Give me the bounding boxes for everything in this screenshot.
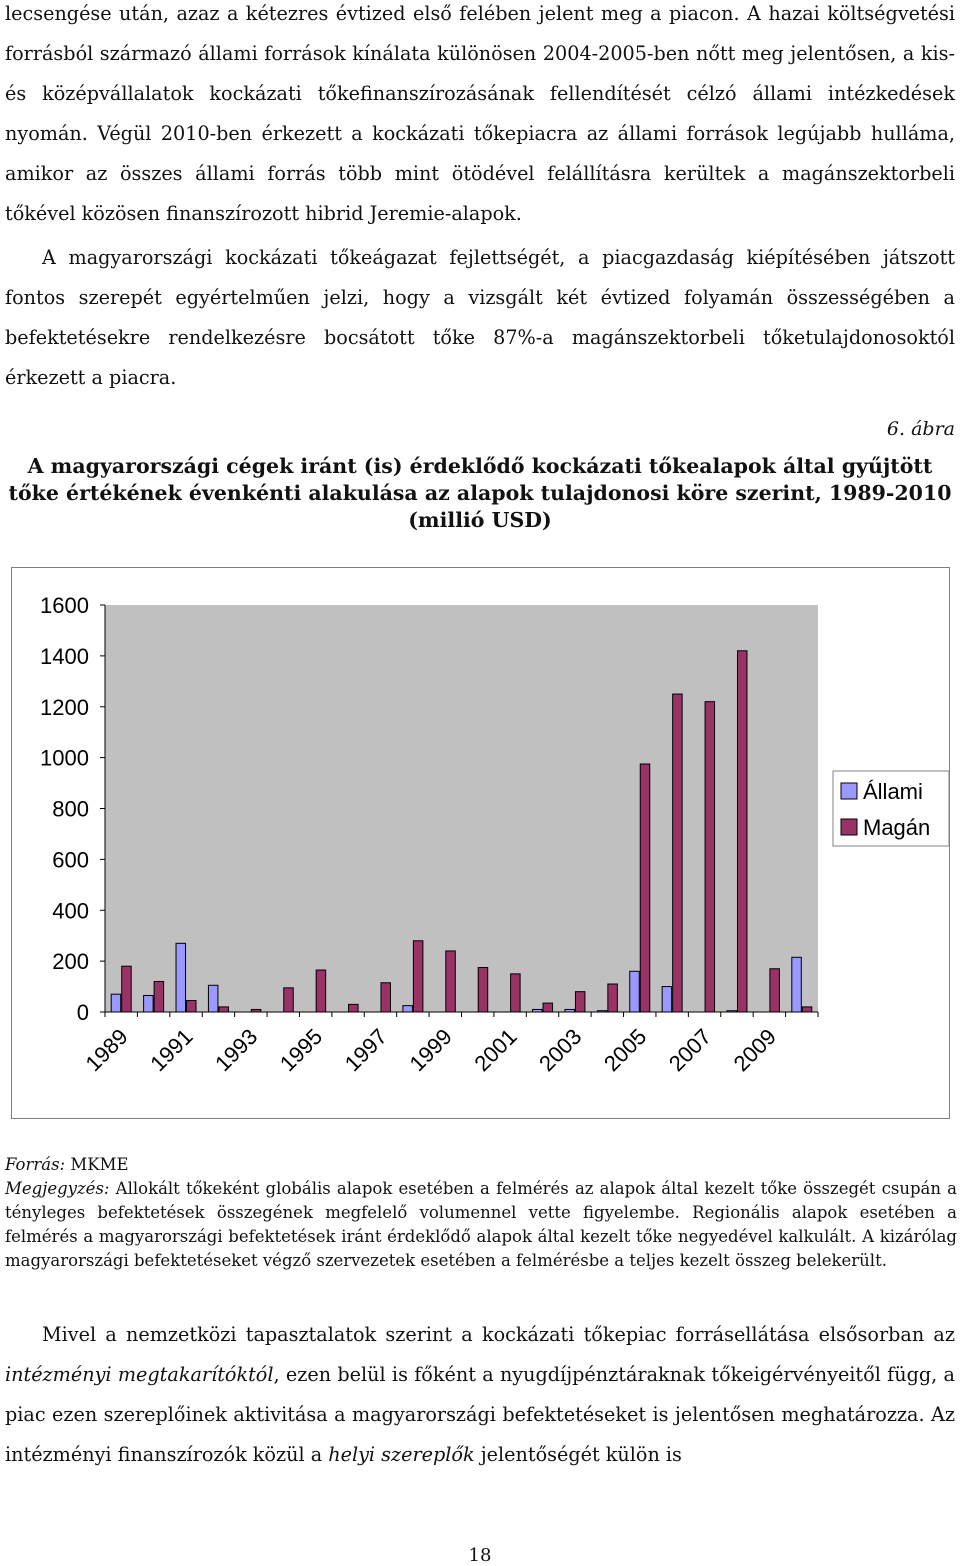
bar-magan-2006	[673, 694, 683, 1012]
x-tick-label: 2001	[469, 1023, 522, 1077]
legend-label-magan: Magán	[863, 815, 931, 840]
bar-magan-1990	[154, 981, 164, 1012]
intro-paragraph: lecsengése után, azaz a kétezres évtized első felében jelent meg a piacon. A hazai költségvetési forrásból származó állami források kínálata különösen 2004-2005-ben nőtt meg jelentősen, a kis- és középvállalatok kockázati tőkefinanszírozásának fellendítését célzó állami intézkedések nyomán. Végül 2010-ben érkezett a kockázati tőkepiacra az állami források legújabb hulláma, amikor az összes állami forrás több mint ötödével felállításra kerültek a magánszektorbeli tőkével közösen finanszírozott hibrid Jeremie-alapok.	[5, 2, 955, 225]
bar-magan-2008	[737, 651, 747, 1012]
p3-italic-2: helyi szereplők	[328, 1443, 475, 1466]
bar-allami-2006	[662, 987, 672, 1012]
bar-magan-2003	[575, 992, 585, 1012]
bar-magan-1993	[251, 1009, 261, 1012]
bar-magan-1998	[413, 941, 423, 1012]
bar-magan-1994	[284, 988, 294, 1012]
bar-magan-2009	[770, 969, 780, 1012]
source-text: MKME	[65, 1155, 129, 1174]
bar-magan-1996	[349, 1004, 359, 1012]
bar-magan-2005	[640, 764, 650, 1012]
bar-allami-1990	[144, 995, 154, 1012]
bar-magan-1999	[446, 951, 456, 1012]
bar-magan-1991	[187, 1001, 197, 1012]
source-label: Forrás:	[5, 1155, 66, 1174]
bar-allami-2003	[565, 1009, 575, 1012]
bar-magan-2010	[802, 1007, 812, 1012]
bar-allami-2005	[630, 971, 640, 1012]
page-number: 18	[468, 1545, 492, 1566]
bar-allami-1998	[403, 1006, 413, 1012]
figure-notes	[5, 1153, 957, 1273]
bar-allami-2002	[533, 1009, 543, 1012]
y-tick-label: 200	[52, 949, 89, 975]
bar-allami-2010	[792, 957, 802, 1012]
p3-text-1: Mivel a nemzetközi tapasztalatok szerint a kockázati tőkepiac forrásellátása elsősorban az	[42, 1323, 955, 1346]
x-tick-label: 2005	[598, 1023, 652, 1077]
bar-magan-2001	[511, 974, 521, 1012]
bar-allami-2004	[597, 1011, 607, 1012]
x-tick-label: 1999	[404, 1023, 457, 1077]
figure-number: 6. ábra	[886, 418, 955, 440]
legend-label-allami: Állami	[863, 779, 923, 804]
note-label: Megjegyzés:	[5, 1179, 110, 1198]
p3-text-3: jelentőségét külön is	[474, 1443, 682, 1466]
note-line	[5, 1177, 957, 1273]
y-tick-label: 400	[52, 898, 89, 924]
source-line	[5, 1153, 957, 1177]
x-tick-label: 1989	[80, 1023, 133, 1077]
bar-magan-2002	[543, 1003, 553, 1012]
x-tick-label: 2009	[728, 1023, 781, 1077]
note-text: Allokált tőkeként globális alapok esetében a felmérés az alapok által kezelt tőke összegét csupán a tényleges befektetések összegének megfelelő volumennel vette figyelembe. Regionális alapok esetében a felmérés a magyarországi befektetések iránt érdeklődő alapok által kezelt tőke negyedével kalkulált. A kizárólag magyarországi befektetéseket végző szervezetek esetében a felmérésbe a teljes kezelt összeg belekerült.	[5, 1179, 957, 1270]
bar-magan-1992	[219, 1007, 229, 1012]
bar-magan-1989	[122, 966, 132, 1012]
x-tick-label: 2007	[663, 1023, 717, 1077]
bar-allami-1992	[208, 985, 218, 1012]
bar-magan-2004	[608, 984, 618, 1012]
bar-magan-2000	[478, 967, 488, 1012]
y-tick-label: 1200	[40, 694, 89, 720]
y-tick-label: 1600	[40, 593, 89, 618]
legend-swatch-allami	[841, 783, 857, 799]
x-tick-label: 1995	[274, 1023, 328, 1077]
chart-svg	[12, 568, 949, 1118]
bar-magan-2007	[705, 702, 715, 1012]
figure-title: A magyarországi cégek iránt (is) érdeklődő kockázati tőkealapok által gyűjtött tőke értékének évenkénti alakulása az alapok tulajdonosi köre szerint, 1989-2010 (millió USD)	[8, 454, 952, 532]
x-tick-label: 2003	[534, 1023, 587, 1077]
institutional-paragraph	[5, 1315, 955, 1475]
capital-share-paragraph: A magyarországi kockázati tőkeágazat fejlettségét, a piacgazdaság kiépítésében játszott fontos szerepét egyértelműen jelzi, hogy a vizsgált két évtized folyamán összességében a befektetésekre rendelkezésre bocsátott tőke 87%-a magánszektorbeli tőketulajdonosoktól érkezett a piacra.	[5, 246, 955, 389]
p3-italic-1: intézményi megtakarítóktól	[5, 1363, 274, 1386]
y-tick-label: 0	[76, 1000, 89, 1025]
bar-allami-1991	[176, 943, 186, 1012]
p3-text-2: , ezen belül is főként a nyugdíjpénztáraknak tőkeigérvényeitől függ, a piac ezen szereplőinek aktivitása a magyarországi befektetéseket is jelentősen meghatározza. Az intézményi finanszírozók közül a	[5, 1363, 955, 1466]
x-tick-label: 1993	[210, 1023, 263, 1077]
y-tick-label: 1000	[40, 745, 89, 771]
x-tick-label: 1997	[339, 1023, 393, 1077]
legend-swatch-magan	[841, 819, 857, 835]
bar-magan-1995	[316, 970, 326, 1012]
bar-allami-2008	[727, 1011, 737, 1012]
x-tick-label: 1991	[145, 1023, 198, 1077]
bar-magan-1997	[381, 983, 391, 1012]
bar-allami-1989	[111, 994, 121, 1012]
y-tick-label: 600	[52, 847, 89, 873]
y-tick-label: 1400	[40, 643, 89, 669]
bar-chart	[11, 567, 950, 1119]
y-tick-label: 800	[52, 796, 89, 822]
